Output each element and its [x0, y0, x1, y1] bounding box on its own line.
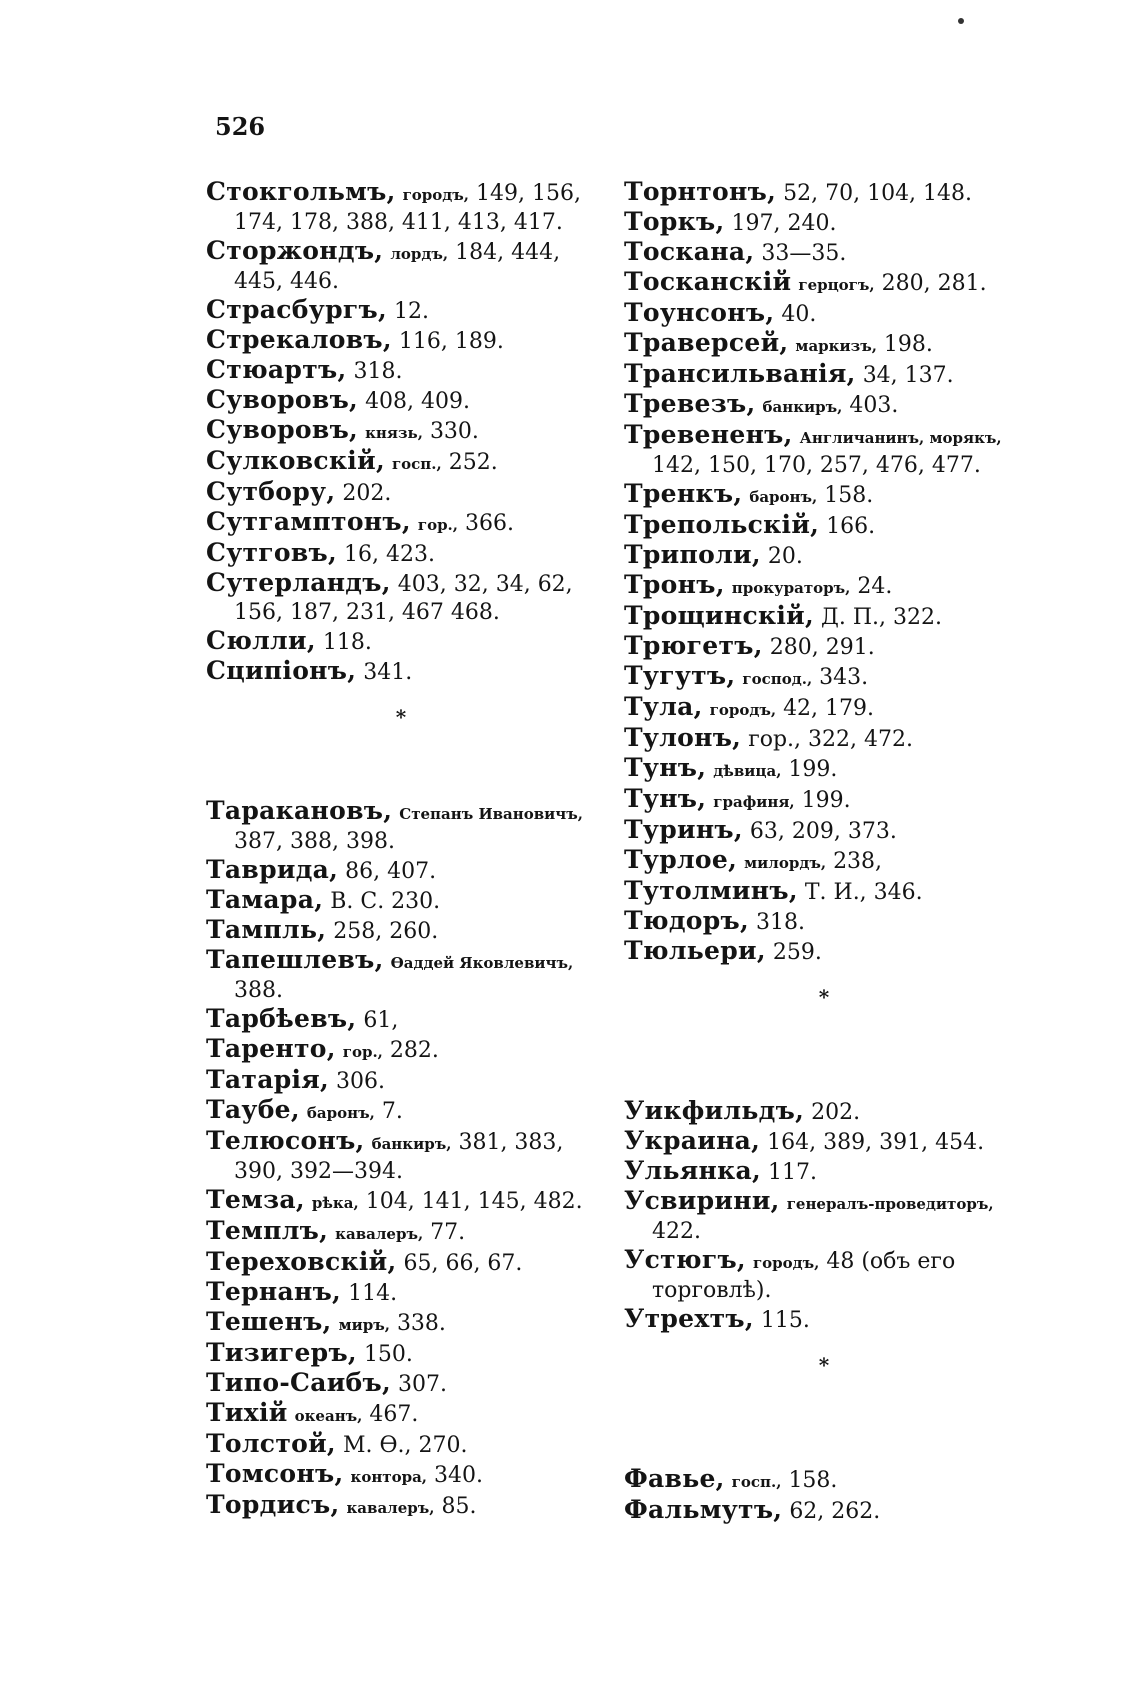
entry-headword: Устюгъ, [624, 1245, 746, 1274]
entry-pages: 40. [781, 302, 817, 327]
section-separator: * [818, 985, 830, 1009]
entry-headword: Сулковскій, [206, 446, 385, 475]
entry-headword: Тюдоръ, [624, 906, 750, 935]
entry-pages: 115. [760, 1308, 810, 1333]
entry-pages: 403. [849, 393, 899, 418]
entry-pages: 150. [363, 1342, 413, 1367]
entry-pages: 24. [857, 574, 893, 599]
index-entry [206, 1278, 596, 1308]
entry-pages: 52, 70, 104, 148. [783, 181, 973, 206]
entry-headword: Тамара, [206, 885, 324, 914]
index-entry [624, 785, 1024, 816]
index-entry [624, 268, 1024, 299]
entry-qualifier: миръ, [338, 1316, 390, 1334]
entry-headword: Трюгетъ, [624, 631, 763, 660]
entry-headword: Толстой, [206, 1429, 336, 1458]
entry-headword: Ульянка, [624, 1156, 762, 1185]
entry-pages: 158. [824, 483, 874, 508]
entry-qualifier: контора, [350, 1468, 428, 1486]
entry-headword: Туринъ, [624, 815, 743, 844]
entry-headword: Торнтонъ, [624, 177, 777, 206]
index-entry [624, 178, 1024, 208]
entry-pages: 467. [369, 1402, 419, 1427]
entry-headword: Фавье, [624, 1464, 725, 1493]
entry-headword: Тронъ, [624, 570, 725, 599]
entry-headword: Тула, [624, 692, 703, 721]
entry-pages: 258, 260. [333, 919, 439, 944]
index-entry [624, 632, 1024, 662]
entry-headword: Украина, [624, 1126, 761, 1155]
index-entry [206, 326, 596, 356]
entry-qualifier: городъ, [402, 186, 470, 204]
entry-qualifier: банкиръ, [371, 1135, 452, 1153]
entry-pages: 48 (объ его торговлѣ). [652, 1249, 956, 1303]
entry-qualifier: Степанъ Ивановичъ, [399, 805, 584, 823]
entry-pages: 318. [756, 910, 806, 935]
entry-pages: 202. [342, 481, 392, 506]
index-entry [624, 238, 1024, 268]
index-entry [206, 1460, 596, 1491]
entry-headword: Сутгамптонъ, [206, 507, 411, 536]
entry-pages: 42, 179. [783, 696, 875, 721]
entry-headword: Торкъ, [624, 207, 725, 236]
entry-pages: 199. [788, 757, 838, 782]
entry-pages: Т. И., 346. [804, 880, 923, 905]
entry-pages: 343. [819, 665, 869, 690]
index-entry [206, 356, 596, 386]
entry-headword: Телюсонъ, [206, 1126, 365, 1155]
index-entry [206, 1399, 596, 1430]
index-entry [206, 416, 596, 447]
index-entry [206, 386, 596, 416]
entry-qualifier: городъ, [752, 1254, 820, 1272]
entry-headword: Тревезъ, [624, 389, 756, 418]
entry-pages: 20. [767, 544, 803, 569]
entry-qualifier: банкиръ, [762, 398, 843, 416]
index-entry [624, 1097, 1024, 1127]
entry-headword: Тарбѣевъ, [206, 1004, 357, 1033]
index-entry [624, 693, 1024, 724]
index-entry [624, 662, 1024, 693]
entry-pages: 340. [434, 1463, 484, 1488]
index-entry [624, 907, 1024, 937]
entry-pages: 164, 389, 391, 454. [767, 1130, 985, 1155]
index-entry [206, 447, 596, 478]
entry-pages: 118. [322, 630, 372, 655]
entry-qualifier: маркизъ, [795, 337, 877, 355]
entry-headword: Сторжондъ, [206, 236, 384, 265]
entry-qualifier: кавалеръ, [346, 1499, 435, 1517]
entry-pages: 282. [389, 1038, 439, 1063]
entry-qualifier: лордъ, [390, 245, 449, 263]
entry-qualifier: генералъ-проведиторъ, [786, 1195, 994, 1213]
index-entry [206, 1248, 596, 1278]
entry-pages: 259. [772, 940, 822, 965]
index-entry [206, 797, 596, 856]
entry-headword: Тюльери, [624, 936, 766, 965]
entry-pages: 104, 141, 145, 482. [365, 1189, 583, 1214]
index-entry [624, 1187, 1024, 1246]
entry-pages: 114. [348, 1281, 398, 1306]
entry-qualifier: баронъ, [306, 1104, 375, 1122]
index-entry [206, 1339, 596, 1369]
entry-headword: Татарія, [206, 1065, 330, 1094]
index-entry [624, 511, 1024, 541]
entry-qualifier: океанъ, [294, 1407, 363, 1425]
entry-headword: Таубе, [206, 1095, 300, 1124]
entry-headword: Сюлли, [206, 626, 316, 655]
entry-headword: Тунъ, [624, 753, 707, 782]
entry-pages: 387, 388, 398. [234, 829, 395, 854]
index-entry [206, 478, 596, 508]
entry-qualifier: прокураторъ, [731, 579, 851, 597]
entry-pages: 16, 423. [344, 542, 436, 567]
index-group-t-cont [624, 178, 1024, 967]
index-entry [624, 390, 1024, 421]
entry-headword: Турлое, [624, 845, 738, 874]
entry-headword: Стюартъ, [206, 355, 347, 384]
index-group-f [624, 1465, 1024, 1526]
entry-pages: М. Ѳ., 270. [342, 1433, 468, 1458]
entry-qualifier: Англичанинъ, морякъ, [799, 429, 1002, 447]
entry-pages: 86, 407. [345, 859, 437, 884]
entry-headword: Тешенъ, [206, 1307, 332, 1336]
entry-qualifier: госп., [731, 1473, 782, 1491]
index-entry [624, 1157, 1024, 1187]
entry-headword: Тугутъ, [624, 661, 736, 690]
index-entry [206, 508, 596, 539]
entry-pages: В. С. 230. [330, 889, 441, 914]
index-entry [624, 299, 1024, 329]
entry-headword: Фальмутъ, [624, 1495, 783, 1524]
entry-headword: Тутолминъ, [624, 876, 798, 905]
entry-qualifier: кавалеръ, [335, 1225, 424, 1243]
scan-speck [958, 18, 964, 24]
index-entry [624, 360, 1024, 390]
entry-headword: Таренто, [206, 1034, 336, 1063]
entry-pages: 198. [883, 332, 933, 357]
entry-pages: 381, 383, 390, 392—394. [234, 1130, 564, 1184]
entry-qualifier: герцогъ, [798, 276, 875, 294]
index-column-left [206, 178, 596, 1522]
entry-headword: Стрекаловъ, [206, 325, 392, 354]
entry-pages: 408, 409. [365, 389, 471, 414]
index-entry [624, 816, 1024, 846]
entry-headword: Таврида, [206, 855, 339, 884]
entry-headword: Трепольскій, [624, 510, 820, 539]
entry-pages: 184, 444, 445, 446. [234, 240, 561, 294]
entry-headword: Тоунсонъ, [624, 298, 775, 327]
index-entry [206, 1430, 596, 1460]
index-entry [206, 886, 596, 916]
entry-pages: 85. [441, 1494, 477, 1519]
index-entry [624, 208, 1024, 238]
index-entry [206, 657, 596, 687]
entry-headword: Тосканскій [624, 267, 792, 296]
entry-headword: Тулонъ, [624, 723, 742, 752]
entry-headword: Усвирини, [624, 1186, 780, 1215]
entry-qualifier: дѣвица, [713, 762, 782, 780]
entry-qualifier: городъ, [709, 701, 777, 719]
entry-headword: Сутбору, [206, 477, 336, 506]
index-entry [624, 329, 1024, 360]
entry-headword: Суворовъ, [206, 415, 359, 444]
index-entry [624, 754, 1024, 785]
entry-headword: Тернанъ, [206, 1277, 342, 1306]
entry-qualifier: графиня, [713, 793, 795, 811]
entry-headword: Тунъ, [624, 784, 707, 813]
index-group-s [206, 178, 596, 687]
entry-pages: 307. [398, 1372, 447, 1397]
entry-headword: Трансильванія, [624, 359, 856, 388]
index-entry [206, 946, 596, 1005]
index-entry [206, 296, 596, 326]
index-entry [206, 916, 596, 946]
index-entry [206, 1096, 596, 1127]
index-entry [206, 237, 596, 296]
entry-headword: Тапешлевъ, [206, 945, 384, 974]
index-entry [624, 602, 1024, 632]
index-entry [624, 541, 1024, 571]
entry-headword: Сципіонъ, [206, 656, 357, 685]
entry-pages: 318. [353, 359, 403, 384]
entry-pages: 142, 150, 170, 257, 476, 477. [652, 453, 981, 478]
entry-headword: Томсонъ, [206, 1459, 344, 1488]
entry-pages: 12. [393, 299, 429, 324]
index-entry [206, 1369, 596, 1399]
entry-headword: Тихій [206, 1398, 288, 1427]
entry-headword: Таракановъ, [206, 796, 393, 825]
index-entry [624, 480, 1024, 511]
entry-pages: 117. [768, 1160, 817, 1185]
entry-headword: Утрехтъ, [624, 1304, 754, 1333]
index-entry [206, 1186, 596, 1217]
entry-headword: Триполи, [624, 540, 761, 569]
entry-headword: Тоскана, [624, 237, 755, 266]
entry-headword: Сутговъ, [206, 538, 338, 567]
entry-qualifier: Ѳаддей Яковлевичъ, [390, 954, 574, 972]
entry-headword: Страсбургъ, [206, 295, 387, 324]
entry-pages: 149, 156, 174, 178, 388, 411, 413, 417. [234, 181, 581, 235]
entry-headword: Сутерландъ, [206, 568, 391, 597]
entry-headword: Типо-Саибъ, [206, 1368, 391, 1397]
entry-headword: Тампль, [206, 915, 327, 944]
index-entry [206, 1491, 596, 1522]
entry-qualifier: гор., [342, 1043, 383, 1061]
entry-pages: Д. П., 322. [820, 605, 943, 630]
index-entry [624, 877, 1024, 907]
entry-headword: Тордисъ, [206, 1490, 340, 1519]
entry-pages: 166. [826, 514, 876, 539]
entry-headword: Тревененъ, [624, 420, 793, 449]
entry-pages: 77. [430, 1220, 466, 1245]
entry-pages: 280, 281. [881, 271, 987, 296]
entry-pages: 238, [833, 849, 883, 874]
entry-qualifier: рѣка, [311, 1194, 359, 1212]
entry-pages: 366. [465, 511, 514, 536]
entry-qualifier: князь, [365, 424, 423, 442]
entry-pages: 199. [801, 788, 851, 813]
entry-headword: Тренкъ, [624, 479, 743, 508]
entry-qualifier: господ., [742, 670, 813, 688]
entry-pages: 306. [336, 1069, 386, 1094]
entry-pages: 197, 240. [731, 211, 837, 236]
index-entry [206, 1035, 596, 1066]
entry-pages: 252. [448, 450, 498, 475]
index-entry [206, 539, 596, 569]
index-entry [624, 937, 1024, 967]
entry-pages: 34, 137. [862, 363, 954, 388]
index-column-right [624, 178, 1024, 1526]
index-entry [206, 627, 596, 657]
entry-pages: 33—35. [761, 241, 847, 266]
entry-pages: 330. [429, 419, 479, 444]
entry-headword: Стокгольмъ, [206, 177, 396, 206]
entry-pages: 403, 32, 34, 62, 156, 187, 231, 467 468. [234, 572, 573, 625]
index-entry [624, 421, 1024, 480]
index-entry [624, 1246, 1024, 1305]
page-number: 526 [215, 112, 266, 141]
index-entry [624, 1465, 1024, 1496]
index-group-t [206, 797, 596, 1522]
index-entry [624, 1496, 1024, 1526]
entry-pages: 61, [363, 1008, 399, 1033]
index-entry [206, 569, 596, 627]
index-entry [206, 178, 596, 237]
index-entry [206, 1127, 596, 1186]
index-entry [624, 1305, 1024, 1335]
entry-pages: 116, 189. [398, 329, 504, 354]
section-separator: * [818, 1353, 830, 1377]
index-entry [624, 571, 1024, 602]
entry-pages: 202. [811, 1100, 861, 1125]
entry-pages: 62, 262. [789, 1499, 881, 1524]
entry-pages: 338. [396, 1311, 446, 1336]
entry-headword: Тизигеръ, [206, 1338, 357, 1367]
section-separator: * [395, 705, 407, 729]
index-entry [624, 1127, 1024, 1157]
entry-pages: 7. [381, 1099, 403, 1124]
entry-qualifier: баронъ, [749, 488, 818, 506]
index-entry [624, 846, 1024, 877]
entry-qualifier: гор., [417, 516, 459, 534]
entry-pages: 388. [234, 978, 283, 1003]
entry-headword: Траверсей, [624, 328, 789, 357]
index-entry [206, 856, 596, 886]
index-entry [624, 724, 1024, 754]
index-entry [206, 1005, 596, 1035]
entry-headword: Суворовъ, [206, 385, 359, 414]
index-entry [206, 1066, 596, 1096]
entry-pages: 158. [788, 1468, 838, 1493]
entry-qualifier: госп., [391, 455, 442, 473]
entry-qualifier: милордъ, [744, 854, 827, 872]
entry-pages: 280, 291. [769, 635, 875, 660]
entry-headword: Трощинскій, [624, 601, 814, 630]
entry-headword: Темза, [206, 1185, 305, 1214]
index-entry [206, 1308, 596, 1339]
entry-headword: Тереховскій, [206, 1247, 397, 1276]
entry-headword: Темплъ, [206, 1216, 329, 1245]
index-group-u [624, 1097, 1024, 1335]
entry-headword: Уикфильдъ, [624, 1096, 805, 1125]
entry-pages: 65, 66, 67. [403, 1251, 523, 1276]
entry-pages: 422. [652, 1219, 701, 1244]
entry-pages: 341. [363, 660, 413, 685]
entry-pages: 63, 209, 373. [749, 819, 897, 844]
index-entry [206, 1217, 596, 1248]
entry-pages: гор., 322, 472. [748, 727, 913, 752]
